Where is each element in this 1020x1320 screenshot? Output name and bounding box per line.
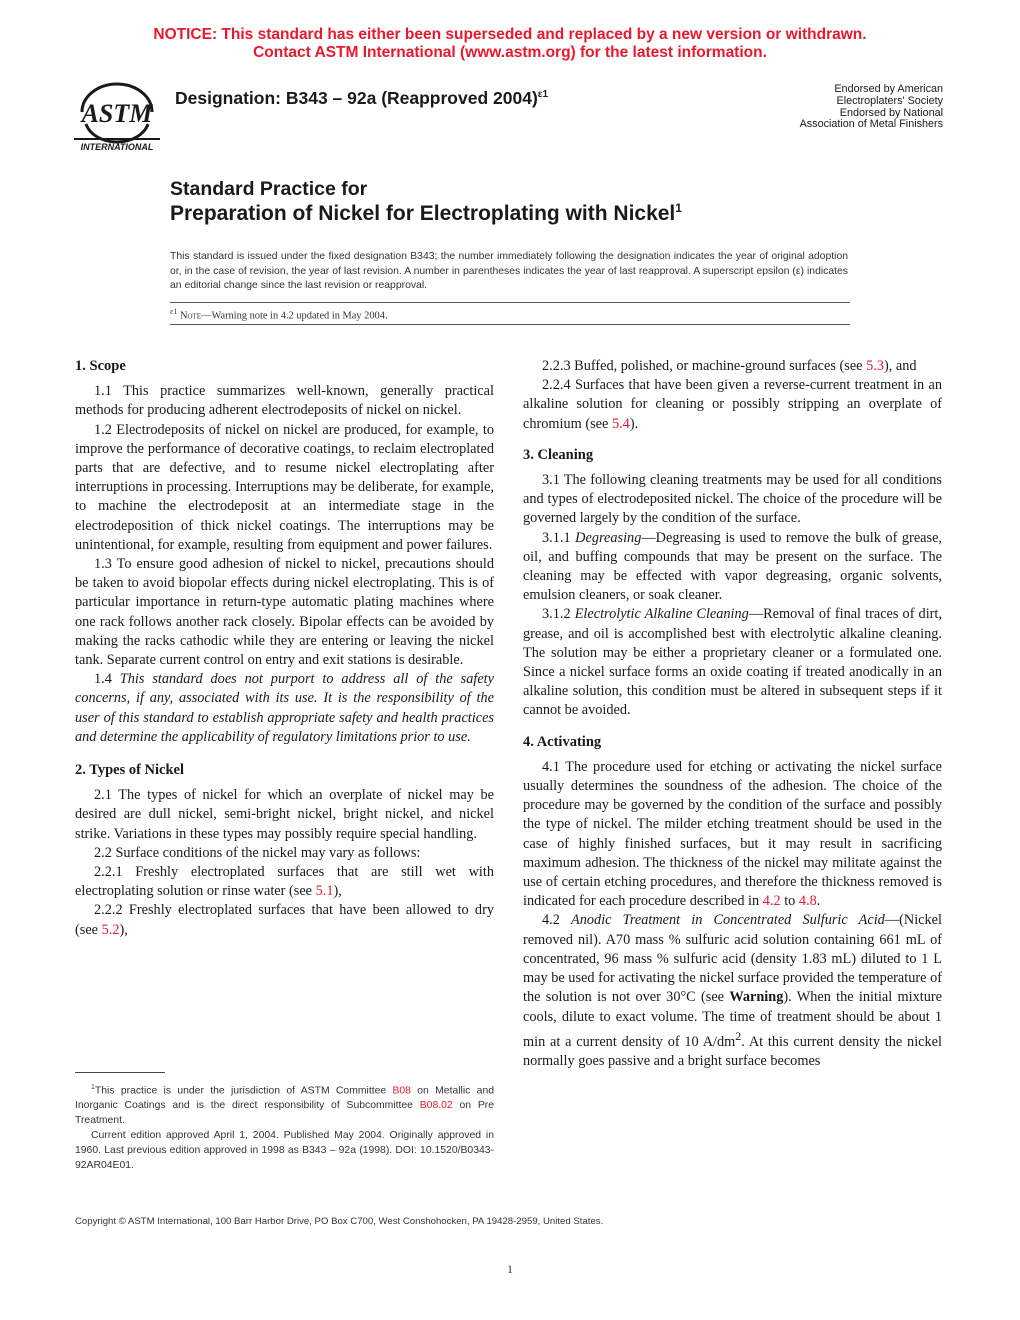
warning-label: Warning	[729, 989, 784, 1006]
paragraph-4-2	[523, 911, 942, 1070]
superscript: 2	[735, 1028, 742, 1043]
page-number: 1	[507, 1262, 513, 1276]
safety-statement: This standard does not purport to address all of the safety concerns, if any, associated with its use. It is the responsibility of the user of this standard to establish appropriate safety and health practices and determine the applicability of regulatory limitations prior to use.	[75, 671, 494, 745]
designation	[175, 88, 548, 109]
section-link-5-2[interactable]: 5.2	[101, 921, 120, 938]
paragraph-text: ),	[333, 883, 342, 900]
editorial-note-label: Note	[179, 310, 202, 322]
astm-logo-text: ASTM	[81, 99, 153, 128]
paragraph-text: —Removal of final traces of dirt, grease, and oil is accomplished best with electrolytic alkaline cleaning. The solution may be either a proprietary cleaner or a formulated one. Since a nickel surface forms an oxide coating if treated anodically in an alkaline solution, this condition must be altered in subsequent steps if it cannot be avoided.	[523, 606, 942, 719]
title-main: Preparation of Nickel for Electroplating with Nickel	[170, 202, 676, 225]
footnote-mark: 1	[91, 1084, 95, 1091]
footnote-text: This practice is under the jurisdiction of ASTM Committee	[94, 1085, 393, 1097]
paragraph-text: —(Nickel removed nil). A70 mass % sulfuric acid solution containing 661 mL of concentrated, 96 mass % sulfuric acid (density 1.83 mL) diluted to 1 L may be used for activating the nickel surface provided the temperature of the solution is not over 30°C (see	[523, 912, 942, 1006]
footnote-2: Current edition approved April 1, 2004. Published May 2004. Originally approved in 1960. Last previous edition approved in 1998 as B343 – 92a (1998). DOI: 10.1520/B0343-92AR04E01.	[75, 1130, 494, 1172]
astm-logo	[72, 78, 162, 158]
footnotes	[75, 1080, 494, 1173]
committee-link[interactable]: B08	[392, 1085, 411, 1097]
notice-line-1: NOTICE: This standard has either been superseded and replaced by a new version or withdrawn.	[153, 26, 867, 43]
paragraph-text: to	[780, 893, 799, 910]
paragraph-3-1: 3.1 The following cleaning treatments may be used for all conditions and types of electrodeposited nickel. The choice of the procedure will be governed largely by the condition of the surface.	[523, 472, 942, 527]
endorsement-block	[800, 84, 943, 131]
paragraph-text: ), and	[883, 358, 917, 374]
editorial-note-mark: ε1	[170, 307, 178, 316]
term: Anodic Treatment in Concentrated Sulfuric Acid	[571, 912, 885, 929]
issuance-statement: This standard is issued under the fixed designation B343; the number immediately following the designation indicates the year of original adoption or, in the case of revision, the year of last revision. A number in parentheses indicates the year of last reapproval. A superscript epsilon (ε) indicates an editorial change since the last revision or reapproval.	[170, 251, 848, 292]
title-line-2	[170, 201, 682, 226]
divider	[170, 302, 850, 303]
endorsement-line: Association of Metal Finishers	[799, 118, 943, 131]
paragraph-text: 2.2.2 Freshly electroplated surfaces that have been allowed to dry (see	[75, 902, 494, 938]
paragraph-text: ),	[119, 921, 128, 938]
editorial-note	[170, 307, 388, 321]
paragraph-3-1-2	[523, 605, 942, 720]
footnote-text: on Pre Treatment.	[75, 1100, 494, 1127]
paragraph-number: 1.4	[94, 671, 112, 688]
paragraph-text: 2.2.4 Surfaces that have been given a reverse-current treatment in an alkaline solution for cleaning or possibly stripping an overplate of chromium (see	[523, 377, 942, 432]
notice-line-2: Contact ASTM International (www.astm.org) for the latest information.	[253, 44, 767, 61]
left-column	[75, 357, 494, 940]
paragraph-2-2-4	[523, 376, 942, 434]
subcommittee-link[interactable]: B08.02	[419, 1100, 453, 1112]
designation-epsilon: ε1	[537, 89, 549, 101]
paragraph-number: 3.1.1	[542, 529, 571, 546]
endorsement-line: Endorsed by American	[834, 83, 943, 95]
term: Degreasing	[575, 529, 642, 546]
paragraph-text: ).	[629, 415, 639, 432]
endorsement-line: Electroplaters' Society	[836, 94, 943, 107]
designation-text: Designation: B343 – 92a (Reapproved 2004)	[175, 88, 538, 108]
paragraph-2-2-3	[523, 357, 942, 376]
paragraph-text: —Degreasing is used to remove the bulk of grease, oil, and buffing compounds that may be present on the surface. The cleaning may be effected with vapor degreasing, organic solvents, emulsion cleaners, or soak cleaner.	[523, 529, 942, 604]
paragraph-1-2: 1.2 Electrodeposits of nickel on nickel are produced, for example, to improve the performance of decorative coatings, to reclaim electroplated parts that are defective, and to resume nickel electroplating after interruptions in processing. Interruptions may be deliberate, for example, to machine the electrodeposit at an intermediate stage in the electrodeposition of thick nickel coatings. The interruptions may be unintentional, for example, resulting from equipment and power failures.	[75, 421, 494, 553]
paragraph-2-2-1	[75, 863, 494, 901]
paragraph-text: 2.2.3 Buffed, polished, or machine-ground surfaces (see	[542, 358, 867, 374]
title-line-1: Standard Practice for	[170, 178, 368, 200]
paragraph-2-2: 2.2 Surface conditions of the nickel may vary as follows:	[94, 844, 421, 861]
paragraph-text: . At this current density the nickel normally goes passive and a bright surface becomes	[523, 1033, 942, 1069]
paragraph-text: .	[816, 893, 821, 910]
paragraph-number: 4.2	[542, 912, 560, 929]
right-column	[523, 357, 942, 1071]
paragraph-1-3: 1.3 To ensure good adhesion of nickel to nickel, precautions should be taken to avoid biopolar effects during nickel electroplating. This is of particular importance in return-type automatic plating machines where one rack follows another rack closely. Bipolar effects can be avoided by making the racks cathodic while they are entering or leaving the nickel tank. Separate current control on entry and exit stations is desirable.	[75, 556, 494, 669]
paragraph-1-1: 1.1 This practice summarizes well-known, generally practical methods for producing adherent electrodeposits of nickel on nickel.	[75, 383, 494, 419]
term: Electrolytic Alkaline Cleaning	[574, 606, 749, 623]
paragraph-number: 3.1.2	[542, 606, 571, 623]
footnote-text: on Metallic and Inorganic Coatings and is the direct responsibility of Subcommittee	[75, 1085, 494, 1112]
section-link-5-3[interactable]: 5.3	[866, 358, 884, 374]
section-link-5-1[interactable]: 5.1	[315, 883, 334, 900]
section-heading-scope: 1. Scope	[75, 358, 126, 374]
section-link-4-2[interactable]: 4.2	[762, 893, 781, 910]
editorial-note-text: —Warning note in 4.2 updated in May 2004.	[201, 310, 388, 322]
paragraph-1-4	[75, 670, 494, 747]
section-link-4-8[interactable]: 4.8	[798, 893, 817, 910]
paragraph-2-1: 2.1 The types of nickel for which an overplate of nickel may be desired are dull nickel, semi-bright nickel, bright nickel, and nickel strike. Variations in these types may possibly require special handling.	[75, 787, 494, 842]
paragraph-text: 4.1 The procedure used for etching or activating the nickel surface usually determines the soundness of the adhesion. The choice of the procedure may be governed by the condition of the surface and possibly the type of nickel. The milder etching treatment should be used in the case of highly finished surfaces, but it may result in sacrificing maximum adhesion. The thickness of the nickel may militate against the use of certain etching procedures, and therefore the thickness removed is indicated for each procedure described in	[523, 758, 942, 910]
endorsement-line: Endorsed by National	[839, 106, 943, 119]
withdrawal-notice	[0, 26, 1020, 62]
astm-logo-subtext: INTERNATIONAL	[80, 142, 154, 152]
paragraph-2-2-2	[75, 901, 494, 939]
footnote-1	[75, 1080, 494, 1128]
paragraph-4-1	[523, 758, 942, 912]
divider	[170, 324, 850, 325]
paragraph-3-1-1	[523, 529, 942, 606]
section-heading-cleaning: 3. Cleaning	[523, 446, 594, 463]
section-link-5-4[interactable]: 5.4	[611, 415, 630, 432]
paragraph-text: ). When the initial mixture cools, dilute to exact volume. The time of treatment should be about 1 min at a current density of 10 A/dm	[523, 989, 942, 1050]
section-heading-types: 2. Types of Nickel	[75, 762, 185, 779]
copyright: Copyright © ASTM International, 100 Barr Harbor Drive, PO Box C700, West Conshohocken, PA 19428-2959, United States.	[75, 1216, 604, 1227]
section-heading-activating: 4. Activating	[523, 733, 602, 750]
footnote-divider	[75, 1072, 165, 1073]
paragraph-text: 2.2.1 Freshly electroplated surfaces that are still wet with electroplating solution or rinse water (see	[75, 864, 494, 900]
title-footnote-mark: 1	[675, 201, 682, 215]
